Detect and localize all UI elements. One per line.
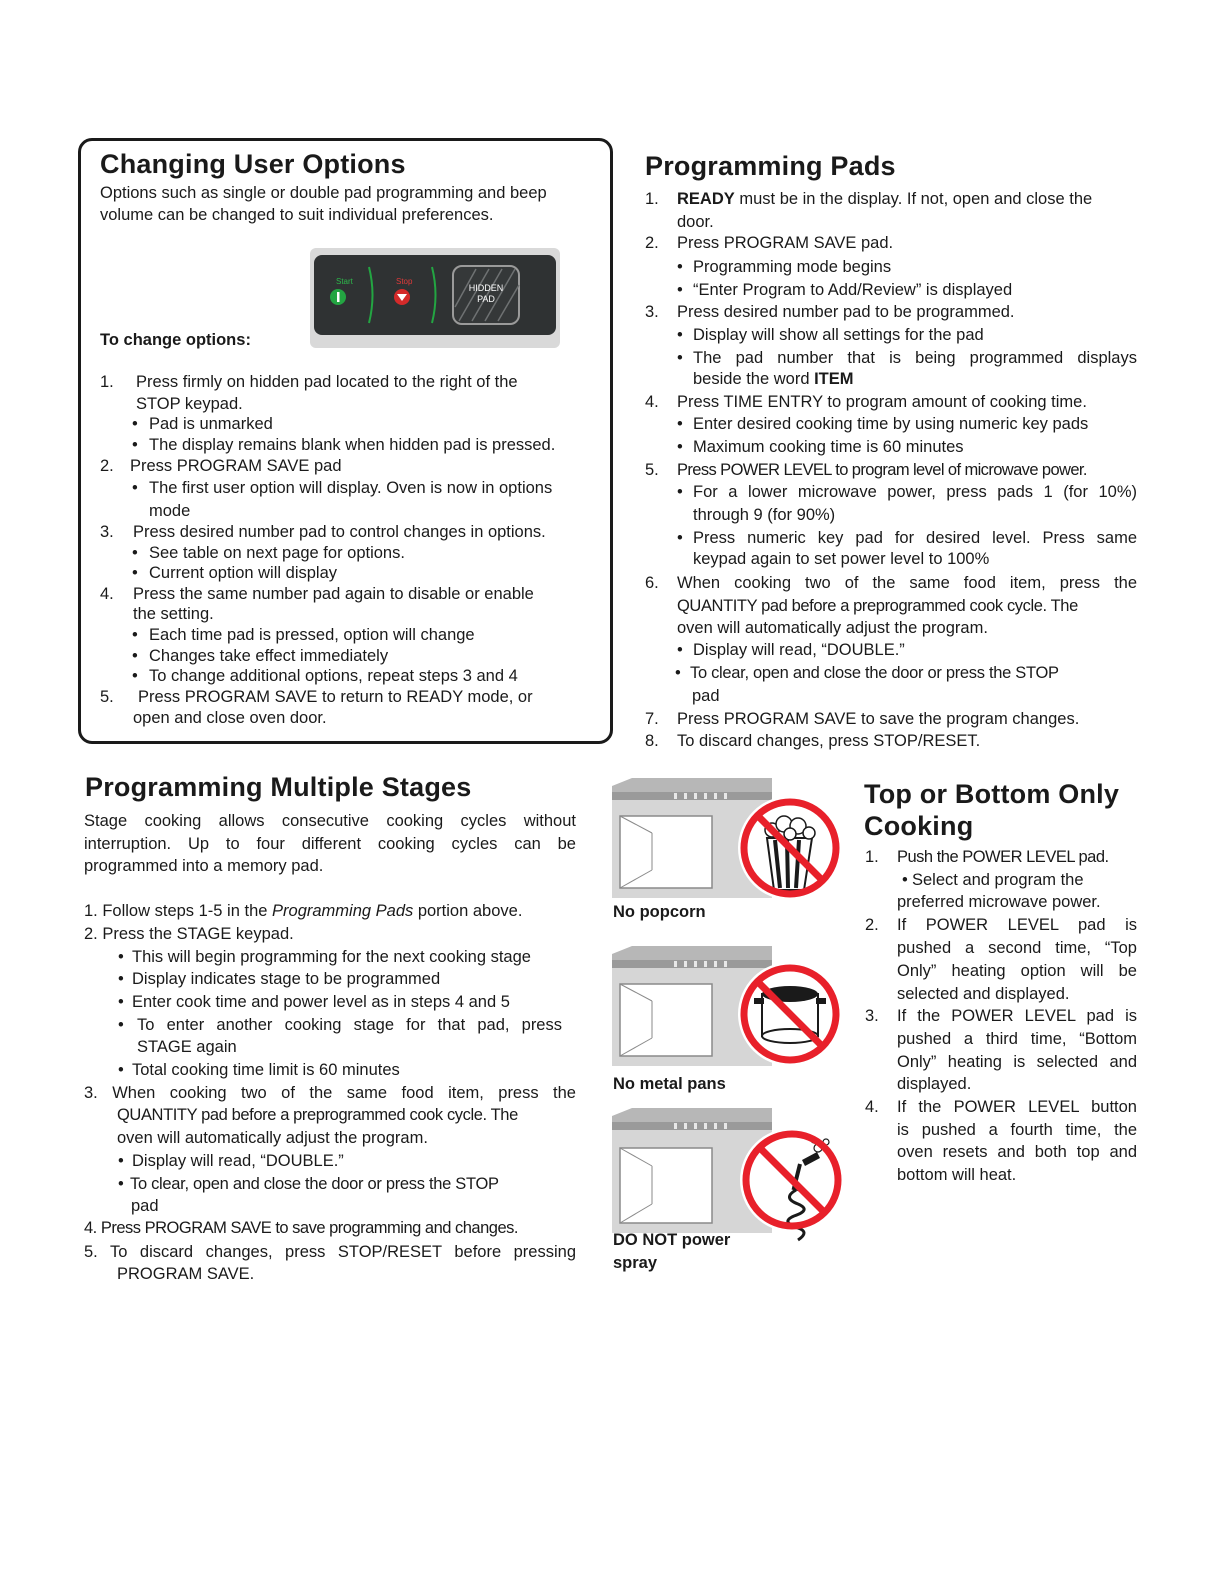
top-bottom-title-line1: Top or Bottom Only <box>864 779 1120 809</box>
no-power-spray-caption-line2: spray <box>613 1254 658 1272</box>
changing-user-options-intro: Options such as single or double pad programming and beep volume can be changed to suit individual preferences. <box>100 184 547 224</box>
multiple-stages-title: Programming Multiple Stages <box>85 772 472 802</box>
no-popcorn-illustration <box>612 778 844 900</box>
no-power-spray-caption-line1: DO NOT power <box>613 1231 731 1249</box>
top-bottom-title-line2: Cooking <box>864 811 974 841</box>
start-label: Start <box>336 277 353 286</box>
divider-bracket-icon <box>369 267 373 323</box>
changing-user-options-title: Changing User Options <box>100 149 406 179</box>
no-metal-pans-illustration <box>612 946 844 1068</box>
keypad-illustration <box>310 248 560 348</box>
hidden-pad-label: PAD <box>477 294 495 304</box>
keypad-graphic <box>314 255 556 335</box>
keypad-panel <box>314 255 556 335</box>
no-power-spray-illustration <box>612 1108 844 1243</box>
user-options-steps: 1. Press firmly on hidden pad located to the right of the STOP keypad. • Pad is unmarked • The display remains blank when hidden pad is pressed. 2. Press PROGRAM SAVE pad • The first user option will display. Oven is now in options mode 3. Press desired number pad to control changes in options. • See table on next page for options. • Current option will display 4. Press the same number pad again to disable or enable the setting. • Each time pad is pressed, option will change • Changes take effect immediately • To change additional options, repeat steps 3 and 4 5. Press PROGRAM SAVE to return to READY mode, or open and close oven door. <box>100 373 556 727</box>
programming-pads-steps: 1. READY must be in the display. If not, open and close the door. 2. Press PROGRAM SAVE pad. • Programming mode begins • “Enter Program to Add/Review” is displayed 3. Press desired number pad to be programmed. • Display will show all settings for the pad • The pad number that is being programmed displays beside the word ITEM 4. Press TIME ENTRY to program amount of cooking time. • Enter desired cooking time by using numeric key pads • Maximum cooking time is 60 minutes 5. Press POWER LEVEL to program level of microwave power. • For a lower microwave power, press pads 1 (for 10%) through 9 (for 90%) • Press numeric key pad for desired level. Press same keypad again to set power level to 100% 6. When cooking two of the same food item, press the QUANTITY pad before a preprogrammed cook cycle. The oven will automatically adjust the program. • Display will read, “DOUBLE.” • To clear, open and close the door or press the STOP pad 7. Press PROGRAM SAVE to save the program changes. 8. To discard changes, press STOP/RESET. <box>645 190 1137 750</box>
stop-label: Stop <box>396 277 413 286</box>
no-metal-pans-caption: No metal pans <box>613 1075 726 1093</box>
no-popcorn-caption: No popcorn <box>613 903 706 921</box>
to-change-options-label: To change options: <box>100 331 251 349</box>
programming-pads-title: Programming Pads <box>645 151 896 181</box>
top-bottom-steps: 1. Push the POWER LEVEL pad. • Select and program the preferred microwave power. 2. If POWER LEVEL pad is pushed a second time, “Top Only” heating option will be selected and displayed. 3. If the POWER LEVEL pad is pushed a third time, “Bottom Only” heating is selected and displayed. 4. If the POWER LEVEL button is pushed a fourth time, the oven resets and both top and bottom will heat. <box>865 848 1137 1184</box>
divider-bracket-icon <box>432 267 436 323</box>
multiple-stages-content: Stage cooking allows consecutive cooking cycles without interruption. Up to four different cooking cycles can be programmed into a memory pad. 1. Follow steps 1-5 in the Programming Pads portion above. 2. Press the STAGE keypad. • This will begin programming for the next cooking stage • Display indicates stage to be programmed • Enter cook time and power level as in steps 4 and 5 • To enter another cooking stage for that pad, press STAGE again • Total cooking time limit is 60 minutes 3. When cooking two of the same food item, press the QUANTITY pad before a preprogrammed cook cycle. The oven will automatically adjust the program. • Display will read, “DOUBLE.” • To clear, open and close the door or press the STOP pad 4. Press PROGRAM SAVE to save programming and changes. 5. To discard changes, press STOP/RESET before pressing PROGRAM SAVE. <box>84 812 576 1283</box>
hidden-pad-label: HIDDEN <box>468 283 504 293</box>
